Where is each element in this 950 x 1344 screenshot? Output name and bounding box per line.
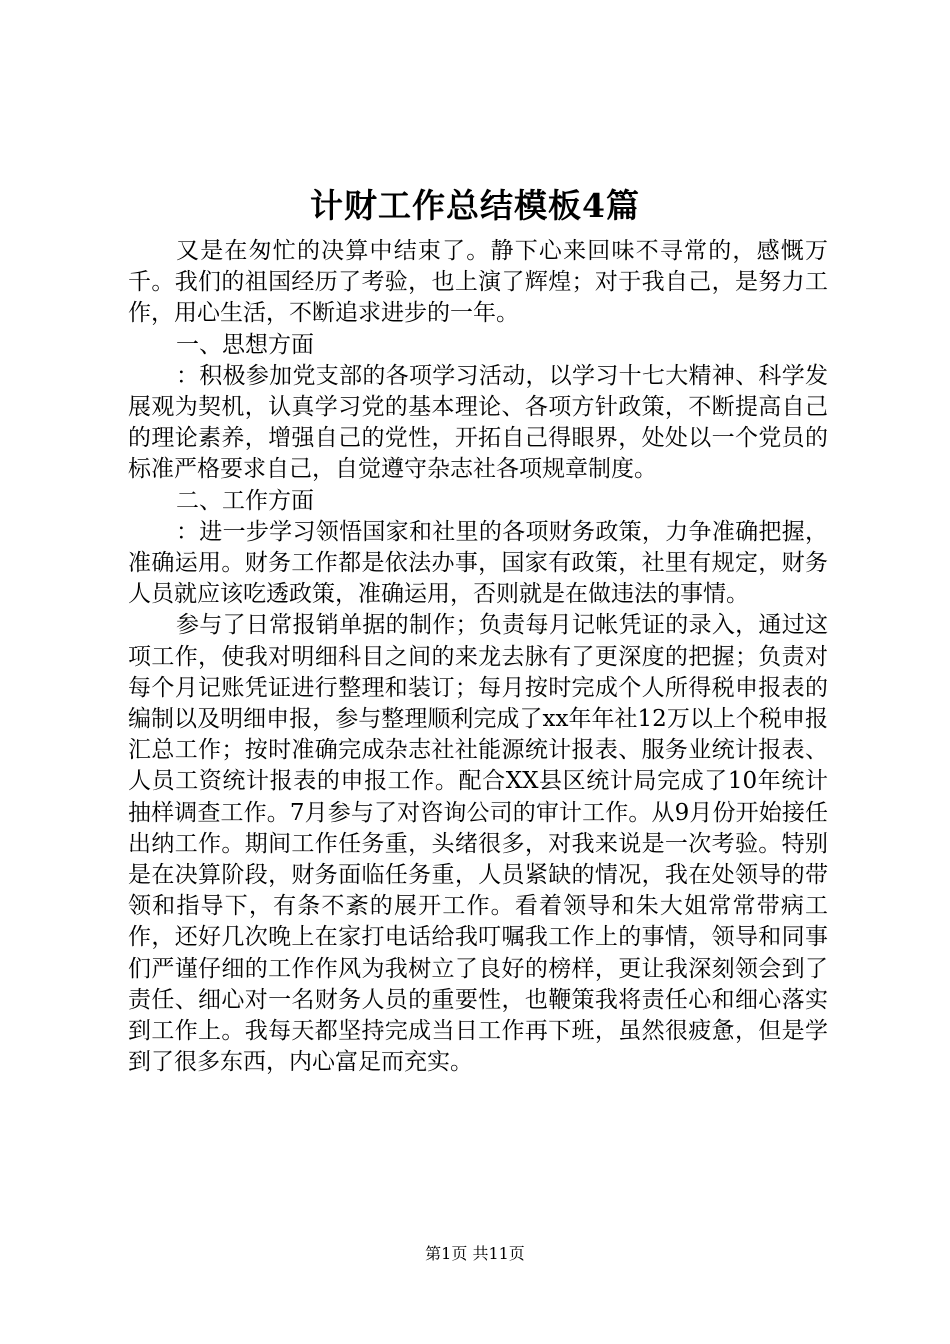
page-footer: 第1页 共11页 [425,1244,525,1263]
work-detail-paragraph: 参与了日常报销单据的制作；负责每月记帐凭证的录入，通过这项工作，使我对明细科目之间的来龙去脉有了更深度的把握；负责对每个月记账凭证进行整理和装订；每月按时完成个人所得税申报表的编制以及明细申报，参与整理顺利完成了xx年年社12万以上个税申报汇总工作；按时准确完成杂志社社能源统计报表、服务业统计报表、人员工资统计报表的申报工作。配合XX县区统计局完成了10年统计抽样调查工作。7月参与了对咨询公司的审计工作。从9月份开始接任出纳工作。期间工作任务重，头绪很多，对我来说是一次考验。特别是在决算阶段，财务面临任务重，人员紧缺的情况，我在处领导的带领和指导下，有条不紊的展开工作。看着领导和朱大姐常常带病工作，还好几次晚上在家打电话给我叮嘱我工作上的事情，领导和同事们严谨仔细的工作作风为我树立了良好的榜样，更让我深刻领会到了责任、细心对一名财务人员的重要性，也鞭策我将责任心和细心落实到工作上。我每天都坚持完成当日工作再下班，虽然很疲惫，但是学到了很多东西，内心富足而充实。 [128,612,828,1076]
document-body [128,236,828,1078]
section-heading-work: 二、工作方面 [176,487,314,514]
work-paragraph: ：进一步学习领悟国家和社里的各项财务政策，力争准确把握，准确运用。财务工作都是依法办事，国家有政策，社里有规定，财务人员就应该吃透政策，准确运用，否则就是在做违法的事情。 [128,518,828,608]
document-title: 计财工作总结模板4篇 [310,186,640,225]
thought-paragraph: ：积极参加党支部的各项学习活动，以学习十七大精神、科学发展观为契机，认真学习党的基本理论、各项方针政策，不断提高自己的理论素养，增强自己的党性，开拓自己得眼界，处处以一个党员的标准严格要求自己，自觉遵守杂志社各项规章制度。 [128,362,828,483]
section-heading-thought: 一、思想方面 [176,331,314,358]
intro-paragraph: 又是在匆忙的决算中结束了。静下心来回味不寻常的，感慨万千。我们的祖国经历了考验，也上演了辉煌；对于我自己，是努力工作，用心生活，不断追求进步的一年。 [128,238,828,327]
